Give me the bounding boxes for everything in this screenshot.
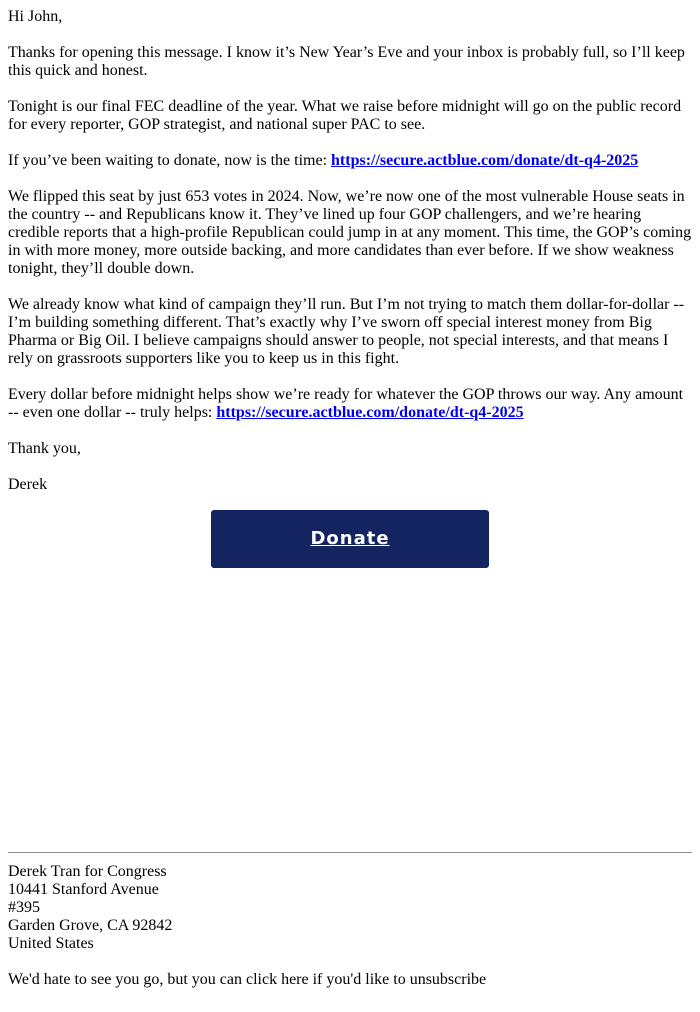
donate-now-text: If you’ve been waiting to donate, now is the time:	[8, 152, 332, 169]
donate-link-1[interactable]: https://secure.actblue.com/donate/dt-q4-2025	[331, 152, 639, 169]
paragraph-campaign: We already know what kind of campaign they’ll run. But I’m not trying to match them dollar-for-dollar -- I’m building something different. That’s exactly why I’ve sworn off special interest money from Big Pharma or Big Oil. I believe campaigns should answer to people, not special interests, and that means I rely on grassroots supporters like you to keep us in this fight.	[8, 296, 685, 367]
paragraph-donate-now	[8, 152, 692, 170]
footer-country: United States	[8, 935, 94, 952]
footer-divider	[8, 852, 692, 853]
greeting: Hi John,	[8, 8, 63, 25]
every-dollar-text: Every dollar before midnight helps show we’re ready for whatever the GOP throws our way. Any amount -- even one dollar -- truly helps:	[8, 386, 684, 421]
footer	[8, 863, 692, 989]
footer-org: Derek Tran for Congress	[8, 863, 167, 880]
paragraph-deadline: Tonight is our final FEC deadline of the year. What we raise before midnight will go on the public record for every reporter, GOP strategist, and national super PAC to see.	[8, 98, 682, 133]
signature: Derek	[8, 476, 48, 493]
footer-city: Garden Grove, CA 92842	[8, 917, 173, 934]
blank-space	[8, 568, 692, 852]
paragraph-every-dollar	[8, 386, 692, 422]
donate-button-container	[8, 510, 692, 568]
footer-unit: #395	[8, 899, 40, 916]
email-body	[0, 8, 700, 989]
paragraph-seat: We flipped this seat by just 653 votes in 2024. Now, we’re now one of the most vulnerable House seats in the country -- and Republicans know it. They’ve lined up four GOP challengers, and we’re hearing credible reports that a high-profile Republican could jump in at any moment. This time, the GOP’s coming in with more money, more outside backing, and more candidates than ever before. If we show weakness tonight, they’ll double down.	[8, 188, 692, 277]
donate-link-2[interactable]: https://secure.actblue.com/donate/dt-q4-2025	[216, 404, 524, 421]
signoff: Thank you,	[8, 440, 81, 457]
paragraph-intro: Thanks for opening this message. I know it’s New Year’s Eve and your inbox is probably full, so I’ll keep this quick and honest.	[8, 44, 685, 79]
unsubscribe-link[interactable]: We'd hate to see you go, but you can click here if you'd like to unsubscribe	[8, 971, 487, 988]
donate-button[interactable]: Donate	[211, 510, 489, 568]
footer-street: 10441 Stanford Avenue	[8, 881, 159, 898]
